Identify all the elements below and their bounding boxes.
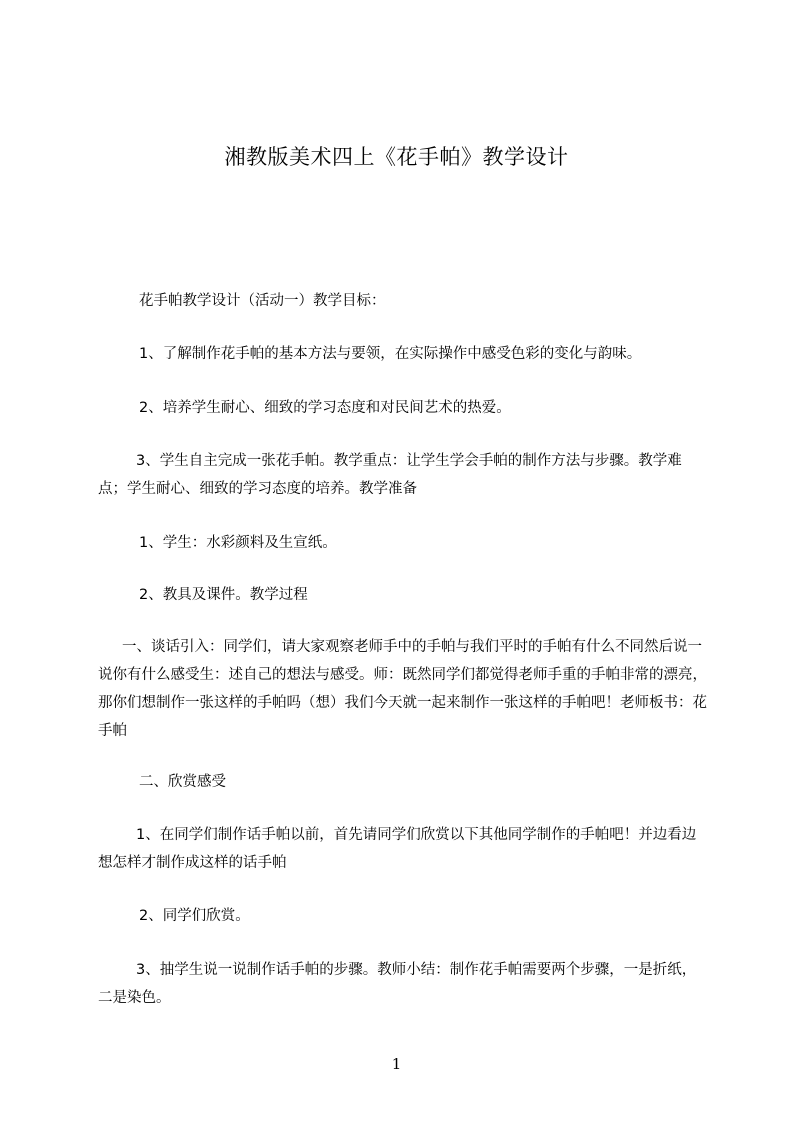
paragraph-appreciate-1: 1、在同学们制作话手帕以前，首先请同学们欣赏以下其他同学制作的手帕吧！并边看边想怎样才制作成这样的话手帕 xyxy=(98,827,697,871)
paragraph-objective-3: 3、学生自主完成一张花手帕。教学重点：让学生学会手帕的制作方法与步骤。教学难点；学生耐心、细致的学习态度的培养。教学准备 xyxy=(98,453,682,497)
paragraph-section-appreciate: 二、欣赏感受 xyxy=(139,774,226,790)
paragraph-prep-1: 1、学生：水彩颜料及生宣纸。 xyxy=(139,535,337,551)
document-title: 湘教版美术四上《花手帕》教学设计 xyxy=(224,145,569,169)
paragraph-intro: 一、谈话引入：同学们，请大家观察老师手中的手帕与我们平时的手帕有什么不同然后说一说你有什么感受生：述自己的想法与感受。师：既然同学们都觉得老师手重的手帕非常的漂亮，那你们想制作一张这样的手帕吗（想）我们今天就一起来制作一张这样的手帕吧！老师板书：花手帕 xyxy=(98,639,707,739)
paragraph-appreciate-2: 2、同学们欣赏。 xyxy=(139,908,250,924)
paragraph-objective-1: 1、了解制作花手帕的基本方法与要领，在实际操作中感受色彩的变化与韵味。 xyxy=(139,346,642,362)
paragraph-prep-2: 2、教具及课件。教学过程 xyxy=(139,587,308,603)
paragraph-objectives-heading: 花手帕教学设计（活动一）教学目标： xyxy=(139,293,386,309)
paragraph-objective-2: 2、培养学生耐心、细致的学习态度和对民间艺术的热爱。 xyxy=(139,400,511,416)
paragraph-appreciate-3: 3、抽学生说一说制作话手帕的步骤。教师小结：制作花手帕需要两个步骤，一是折纸，二是染色。 xyxy=(98,962,697,1006)
page-number: 1 xyxy=(391,1055,402,1073)
